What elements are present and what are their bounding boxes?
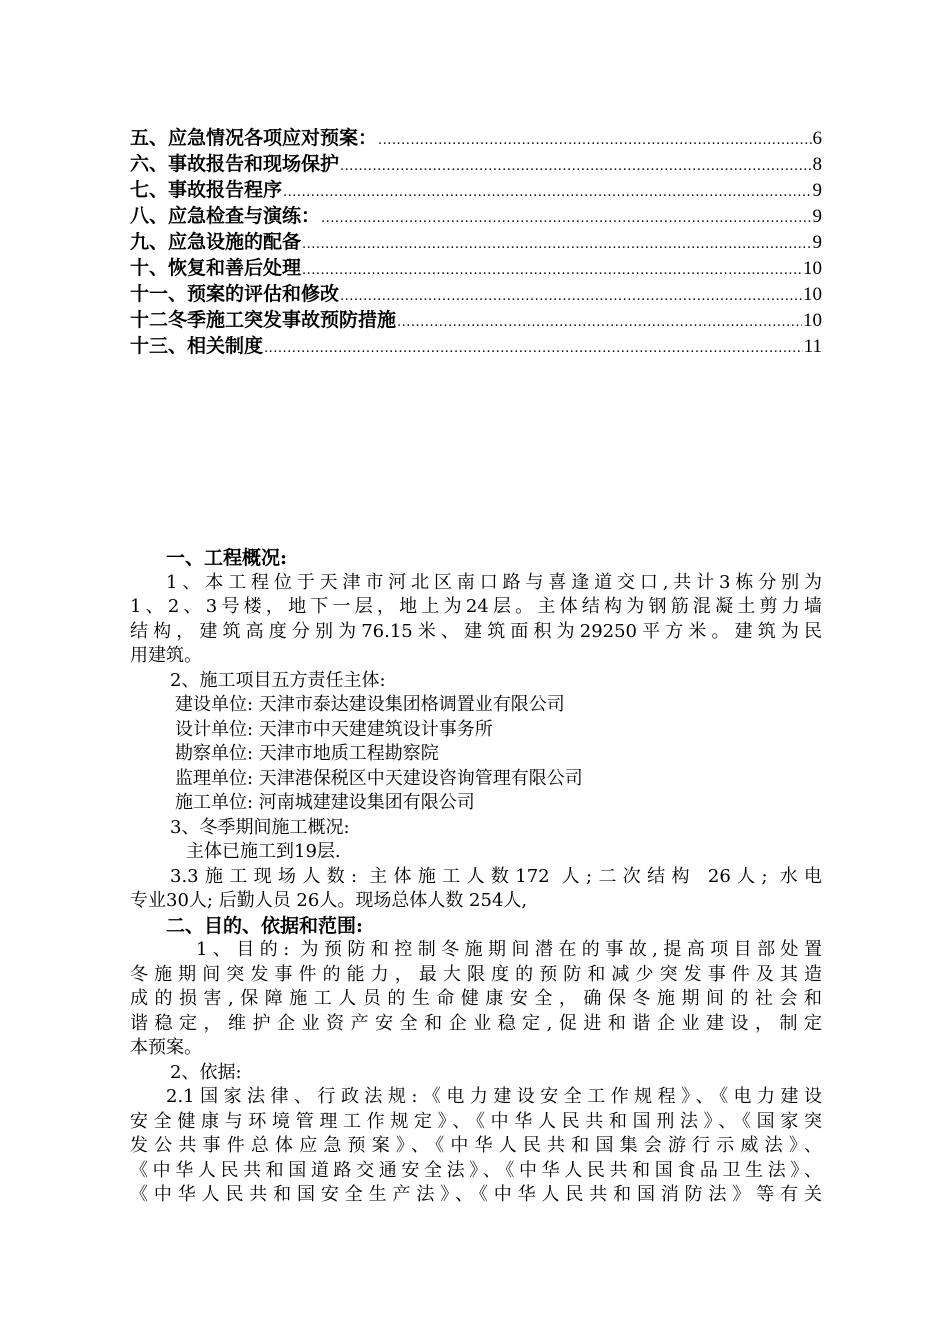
paragraph-line: 1、本工程位于天津市河北区南口路与喜逢道交口,共计3栋分别为 [166, 571, 822, 593]
toc-entry-title: 十二冬季施工突发事故预防措施 [130, 309, 397, 331]
paragraph-line: 成的损害,保障施工人员的生命健康安全，确保冬施期间的社会和 [130, 988, 822, 1009]
toc-entry[interactable] [130, 125, 822, 151]
paragraph-line: 谐稳定，维护企业资产安全和企业稳定,促进和谐企业建设，制定 [130, 1012, 822, 1034]
toc-entry[interactable] [130, 229, 822, 255]
toc-dot-leader [302, 258, 802, 284]
toc-entry-page: 9 [812, 180, 822, 201]
paragraph-line: 冬施期间突发事件的能力，最大限度的预防和减少突发事件及其造 [130, 963, 822, 985]
toc-entry-title: 十、恢复和善后处理 [130, 257, 302, 279]
toc-entry-title: 九、应急设施的配备 [130, 231, 302, 253]
toc-dot-leader [378, 128, 811, 154]
paragraph-line: 发公共事件总体应急预案》、《中华人民共和国集会游行示威法》、 [130, 1135, 822, 1156]
paragraph-line: 安全健康与环境管理工作规定》、《中华人民共和国刑法》、《国家突 [130, 1110, 822, 1132]
paragraph-line: 本预案。 [130, 1037, 202, 1058]
paragraph-line: 1、2、3号楼，地下一层，地上为24层。主体结构为钢筋混凝土剪力墙 [130, 596, 822, 617]
toc-entry[interactable] [130, 333, 822, 359]
toc-entry-page: 10 [803, 258, 822, 279]
toc-entry-title: 十一、预案的评估和修改 [130, 283, 340, 305]
paragraph-line: 结构，建筑高度分别为76.15米、建筑面积为29250平方米。建筑为民 [130, 620, 822, 642]
toc-entry-page: 11 [803, 336, 822, 357]
party-line: 设计单位: 天津市中天建建筑设计事务所 [175, 718, 493, 740]
paragraph-line: 用建筑。 [130, 645, 202, 666]
toc-entry-page: 9 [812, 232, 822, 253]
toc-entry-title: 六、事故报告和现场保护 [130, 153, 340, 175]
paragraph-line: 《中华人民共和国道路交通安全法》、《中华人民共和国食品卫生法》、 [130, 1159, 822, 1181]
paragraph-line: 专业30人; 后勤人员 26人。现场总体人数 254人, [130, 890, 528, 911]
paragraph-line: 《中华人民共和国安全生产法》、《中华人民共和国消防法》等有关 [130, 1184, 822, 1205]
toc-entry-title: 五、应急情况各项应对预案： [130, 127, 378, 149]
table-of-contents [130, 125, 822, 359]
section-heading-overview: 一、工程概况: [166, 547, 288, 569]
paragraph-line: 2.1国家法律、行政法规:《电力建设安全工作规程》、《电力建设 [166, 1086, 822, 1107]
toc-dot-leader [302, 232, 811, 258]
section-heading-purpose: 二、目的、依据和范围: [166, 914, 364, 937]
toc-dot-leader [283, 180, 811, 206]
subsection-title: 2、施工项目五方责任主体: [170, 669, 386, 691]
toc-dot-leader [340, 284, 802, 310]
party-line: 建设单位: 天津市泰达建设集团格调置业有限公司 [175, 694, 565, 715]
toc-entry-page: 10 [803, 284, 822, 305]
document-body [130, 546, 822, 1208]
toc-entry[interactable] [130, 177, 822, 203]
paragraph-line: 主体已施工到19层. [186, 841, 341, 862]
party-line: 施工单位: 河南城建建设集团有限公司 [175, 792, 475, 813]
paragraph-line: 3.3施工现场人数: 主体施工人数172 人;二次结构 26人; 水电 [170, 865, 822, 887]
party-line: 监理单位: 天津港保税区中天建设咨询管理有限公司 [175, 767, 583, 789]
toc-dot-leader [397, 310, 802, 336]
toc-entry[interactable] [130, 281, 822, 307]
toc-dot-leader [340, 154, 811, 180]
party-line: 勘察单位: 天津市地质工程勘察院 [175, 743, 439, 764]
subsection-title: 2、依据: [170, 1061, 242, 1083]
toc-entry-page: 9 [812, 206, 822, 227]
toc-entry-title: 十三、相关制度 [130, 335, 264, 357]
toc-dot-leader [321, 206, 811, 232]
toc-entry[interactable] [130, 307, 822, 333]
toc-entry-page: 6 [812, 128, 822, 149]
toc-entry[interactable] [130, 203, 822, 229]
toc-entry-page: 10 [803, 310, 822, 331]
subsection-title: 3、冬季期间施工概况: [170, 816, 350, 838]
toc-entry-title: 八、应急检查与演练： [130, 205, 321, 227]
toc-entry-title: 七、事故报告程序 [130, 179, 283, 201]
paragraph-line: 1、目的: 为预防和控制冬施期间潜在的事故,提高项目部处置 [196, 939, 822, 960]
toc-entry[interactable] [130, 151, 822, 177]
toc-dot-leader [264, 336, 803, 362]
toc-entry-page: 8 [812, 154, 822, 175]
toc-entry[interactable] [130, 255, 822, 281]
